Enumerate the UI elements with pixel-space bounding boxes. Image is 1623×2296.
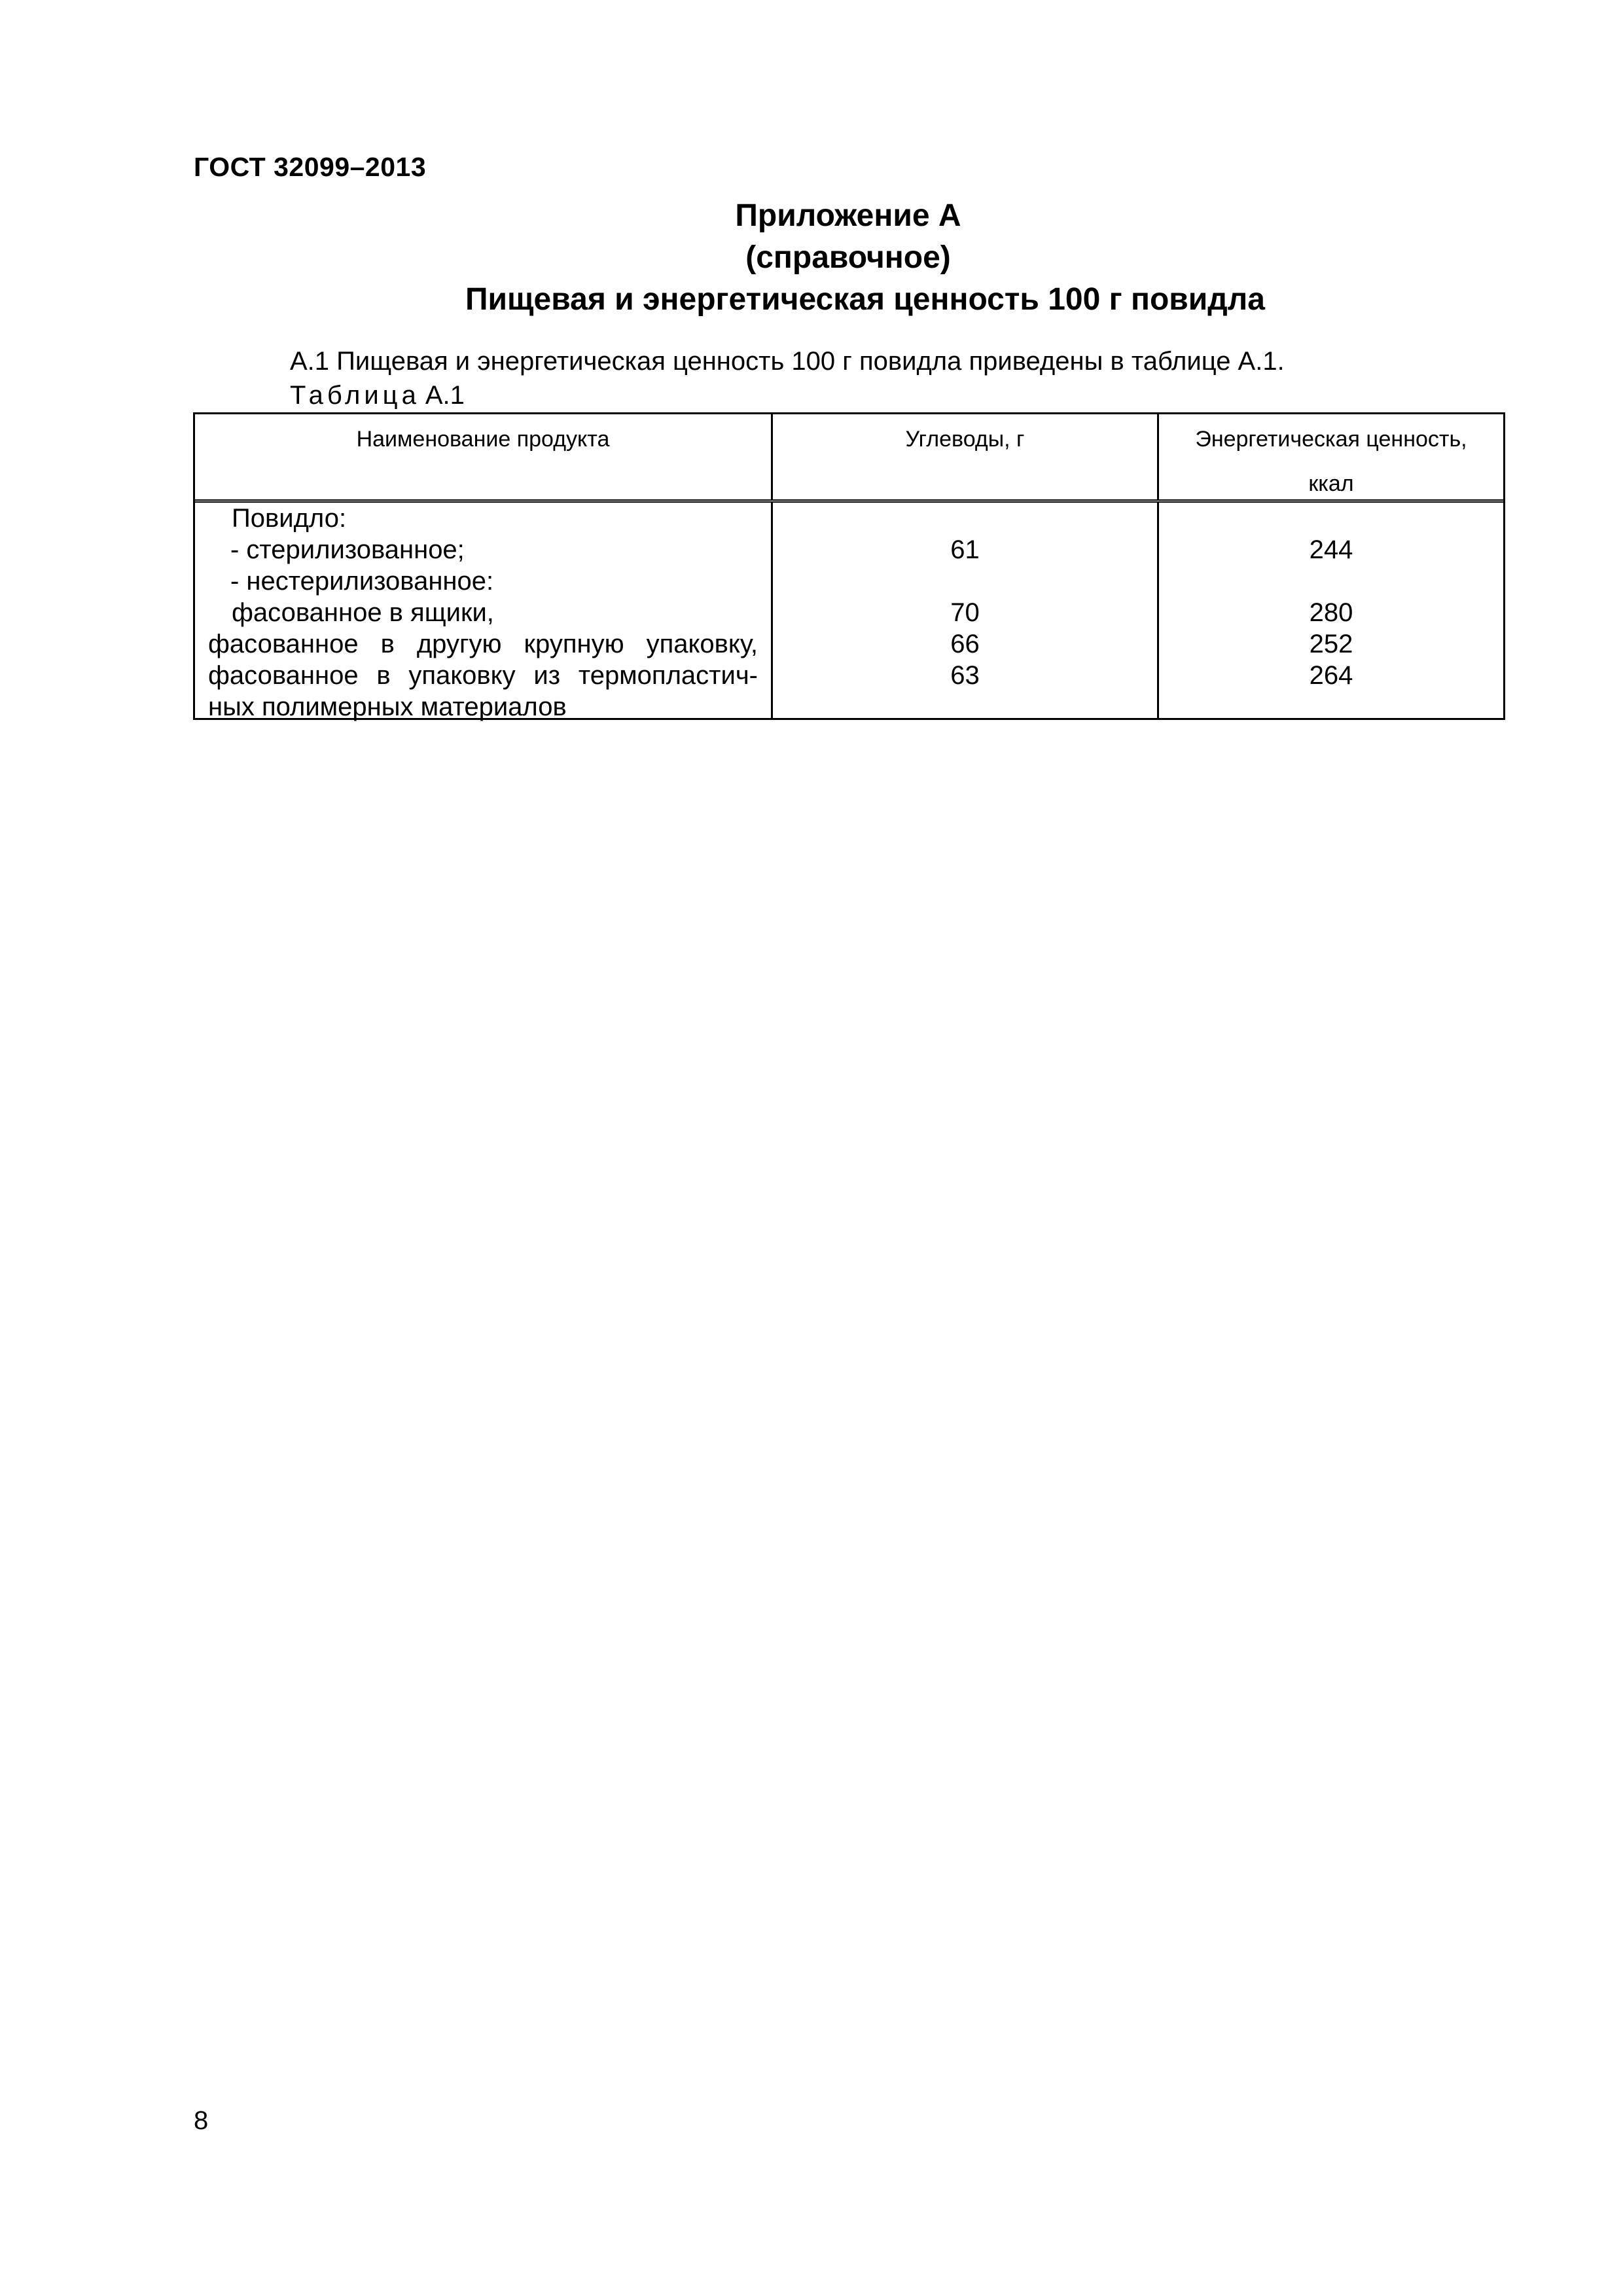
header-carbs: Углеводы, г [773, 414, 1159, 499]
table-header-row [195, 414, 1503, 503]
appendix-subject: Пищевая и энергетическая ценность 100 г повидла [465, 282, 1265, 317]
carbs-cell [773, 503, 1159, 718]
product-line: - нестерилизованное: [230, 567, 494, 596]
energy-value: 280 [1309, 598, 1353, 627]
table-caption [290, 381, 465, 410]
product-line: ных полимерных материалов [208, 692, 567, 721]
appendix-kind: (справочное) [745, 240, 951, 275]
spacer-line [773, 503, 1157, 534]
header-energy [1159, 414, 1503, 499]
product-cell [195, 503, 773, 721]
header-energy-unit: ккал [1308, 471, 1354, 496]
energy-value: 252 [1309, 630, 1353, 658]
table-caption-number: А.1 [425, 381, 465, 410]
nutrition-table [193, 412, 1505, 720]
spacer-line [1159, 565, 1503, 597]
energy-cell [1159, 503, 1503, 718]
product-line: фасованное в другую крупную упаковку, [208, 630, 758, 658]
page-number: 8 [194, 2106, 209, 2135]
carbs-value: 70 [950, 598, 980, 627]
intro-paragraph: А.1 Пищевая и энергетическая ценность 100 г повидла приведены в таблице А.1. [290, 347, 1285, 376]
spacer-line [1159, 503, 1503, 534]
product-line: - стерилизованное; [230, 535, 465, 564]
table-caption-label: Таблица [290, 381, 420, 410]
document-code: ГОСТ 32099–2013 [194, 152, 427, 182]
product-line: Повидло: [232, 504, 347, 533]
product-line: фасованное в упаковку из термопластич- [208, 661, 758, 690]
carbs-value: 66 [950, 630, 980, 658]
header-product: Наименование продукта [195, 414, 773, 499]
product-line: фасованное в ящики, [232, 598, 494, 627]
energy-value: 244 [1309, 535, 1353, 564]
table-body [195, 503, 1503, 721]
carbs-value: 63 [950, 661, 980, 690]
carbs-value: 61 [950, 535, 980, 564]
appendix-heading [0, 195, 1623, 321]
energy-value: 264 [1309, 661, 1353, 690]
header-energy-line1: Энергетическая ценность, [1195, 427, 1467, 452]
appendix-title: Приложение А [735, 198, 961, 233]
spacer-line [773, 565, 1157, 597]
